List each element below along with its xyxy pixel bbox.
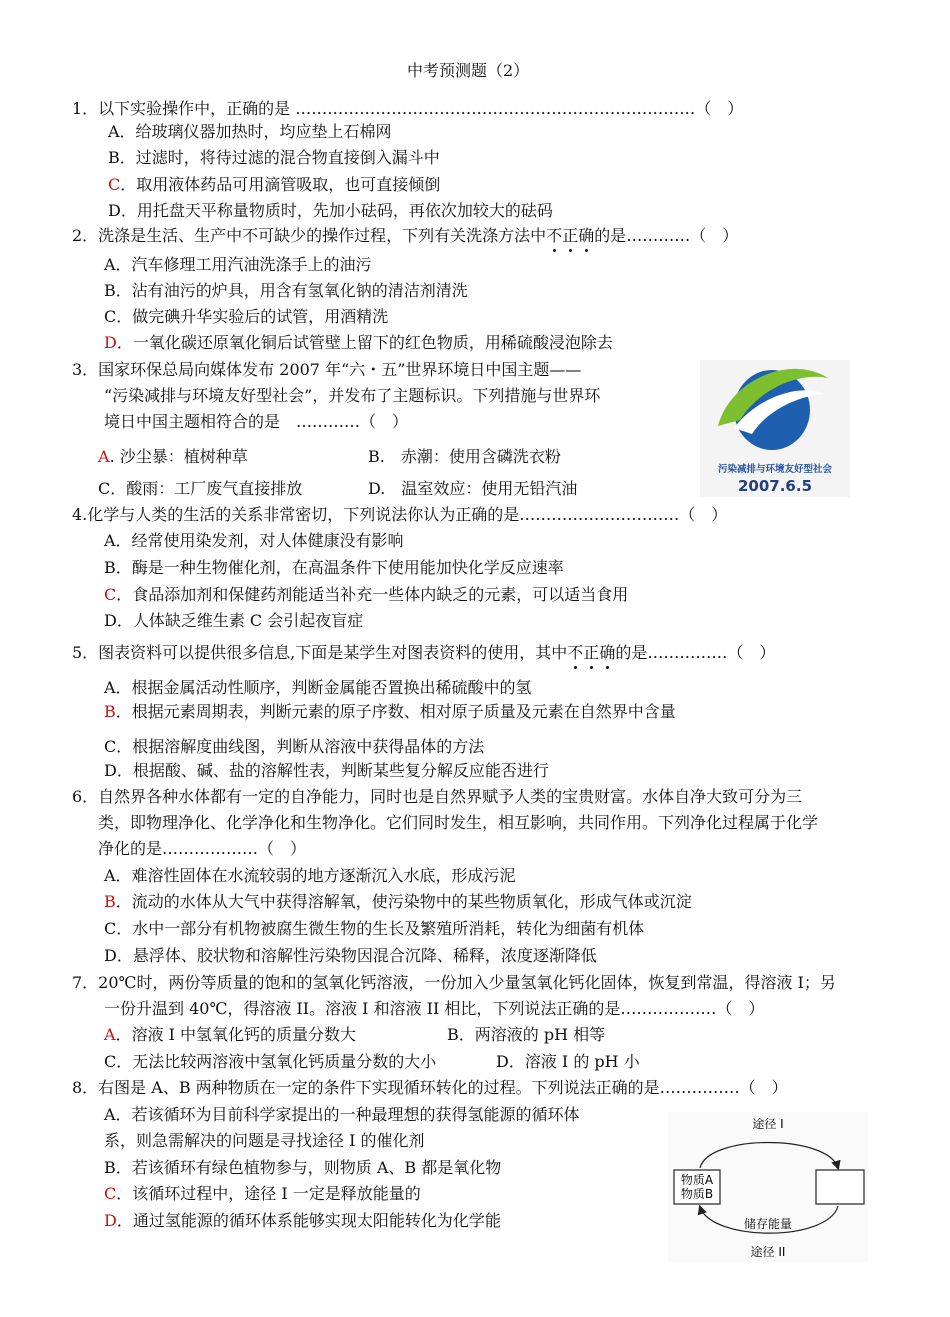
q7-stem-line2: 一份升温到 40℃，得溶液 II。溶液 I 和溶液 II 相比，下列说法正确的是………………（ ）	[104, 999, 765, 1018]
q8-option-a-line2: 系，则急需解决的问题是寻找途径 I 的催化剂	[104, 1131, 425, 1150]
q6-stem-line1: 6．自然界各种水体都有一定的自净能力，同时也是自然界赋予人类的宝贵财富。水体自净大致可分为三	[72, 787, 803, 806]
q5-option-a: A．根据金属活动性顺序，判断金属能否置换出稀硫酸中的氢	[104, 678, 532, 697]
q7-option-a	[104, 1025, 356, 1045]
q6-option-d: D．悬浮体、胶状物和溶解性污染物因混合沉降、稀释，浓度逐渐降低	[104, 946, 597, 965]
q2-option-d-text: ．一氧化碳还原氧化铜后试管壁上留下的红色物质，用稀硫酸浸泡除去	[116, 333, 613, 352]
q6-option-c: C．水中一部分有机物被腐生微生物的生长及繁殖所消耗，转化为细菌有机体	[104, 919, 645, 938]
q5-stem	[72, 643, 775, 663]
substance-b-label: 物质B	[680, 1187, 714, 1201]
q6-stem-line2: 类，即物理净化、化学净化和生物净化。它们同时发生，相互影响，共同作用。下列净化过程属于化学	[98, 813, 819, 832]
emphasis-dot: 正	[583, 643, 600, 662]
q5-answer-letter: B	[104, 702, 116, 721]
emphasis-dot: 正	[562, 226, 579, 245]
q8-option-a-line1: A．若该循环为目前科学家提出的一种最理想的获得氢能源的循环体	[104, 1105, 580, 1124]
q4-option-d: D．人体缺乏维生素 C 会引起夜盲症	[104, 611, 364, 630]
q6-option-a: A．难溶性固体在水流较弱的地方逐渐沉入水底，形成污泥	[104, 866, 516, 885]
emphasis-dot: 确	[599, 643, 616, 662]
q8-stem: 8．右图是 A、B 两种物质在一定的条件下实现循环转化的过程。下列说法正确的是……………（ ）	[72, 1078, 788, 1097]
q1-option-a: A．给玻璃仪器加热时，均应垫上石棉网	[108, 122, 392, 141]
q7-option-b: B．两溶液的 pH 相等	[447, 1025, 606, 1044]
q2-option-c: C．做完碘升华实验后的试管，用酒精洗	[104, 307, 389, 326]
q6-option-b-text: ．流动的水体从大气中获得溶解氧，使污染物中的某些物质氧化，形成气体或沉淀	[115, 892, 692, 911]
q8-option-d	[104, 1211, 501, 1231]
q4-answer-letter: C	[104, 585, 117, 604]
q2-answer-letter: D	[104, 333, 117, 352]
blank-substance-box	[816, 1170, 864, 1204]
logo-date: 2007.6.5	[737, 477, 813, 495]
emphasis-dot: 不	[567, 643, 584, 662]
q3-option-c: C．酸雨：工厂废气直接排放	[98, 479, 303, 498]
q8-option-d-text: ．通过氢能源的循环体系能够实现太阳能转化为化学能	[116, 1211, 501, 1230]
q6-answer-letter: B	[104, 892, 116, 911]
q7-answer-letter: A	[104, 1025, 116, 1044]
q3-option-b: B. 赤潮：使用含磷洗衣粉	[368, 447, 561, 466]
q1-option-c-text: ．取用液体药品可用滴管吸取，也可直接倾倒	[120, 175, 441, 194]
substance-a-label: 物质A	[680, 1173, 714, 1187]
q2-stem	[72, 226, 738, 246]
q4-option-c	[104, 585, 628, 605]
q3-stem-line1: 3．国家环保总局向媒体发布 2007 年“六・五”世界环境日中国主题——	[72, 360, 582, 379]
q7-stem-line1: 7．20℃时，两份等质量的饱和的氢氧化钙溶液，一份加入少量氢氧化钙化固体，恢复到常温，得溶液 I；另	[72, 973, 836, 992]
q5-option-d: D．根据酸、碱、盐的溶解性表，判断某些复分解反应能否进行	[104, 761, 549, 780]
page-title: 中考预测题（2）	[407, 61, 530, 80]
q7-option-c: C．无法比较两溶液中氢氧化钙质量分数的大小	[104, 1052, 437, 1071]
q7-option-a-text: ．溶液 I 中氢氧化钙的质量分数大	[115, 1025, 357, 1044]
q5-stem-end: 的是……………（ ）	[615, 643, 776, 662]
q2-option-a: A．汽车修理工用汽油洗涤手上的油污	[104, 255, 372, 274]
q6-option-b	[104, 892, 692, 912]
q7-option-d: D．溶液 I 的 pH 小	[496, 1052, 640, 1071]
q3-stem-line3: 境日中国主题相符合的是 …………（ ）	[104, 412, 409, 431]
q5-option-b-text: ．根据元素周期表，判断元素的原子序数、相对原子质量及元素在自然界中含量	[115, 702, 676, 721]
q3-option-d: D. 温室效应：使用无铅汽油	[368, 479, 578, 498]
q3-option-a-text: . 沙尘暴：植树种草	[109, 447, 248, 466]
storage-energy-label: 储存能量	[743, 1217, 793, 1231]
q8-option-c-text: ．该循环过程中，途径 I 一定是释放能量的	[116, 1184, 421, 1203]
q2-stem-text: 2．洗涤是生活、生产中不可缺少的操作过程，下列有关洗涤方法中	[72, 226, 547, 245]
q1-stem: 1．以下实验操作中，正确的是 …………………………………………………………………（ ）	[72, 99, 744, 118]
q1-answer-letter: C	[108, 175, 121, 194]
q4-option-b: B．酶是一种生物催化剂，在高温条件下使用能加快化学反应速率	[104, 558, 564, 577]
q1-option-d: D．用托盘天平称量物质时，先加小砝码，再依次加较大的砝码	[108, 201, 553, 220]
emphasis-dot: 不	[546, 226, 563, 245]
q8-answer-letter-d: D	[104, 1211, 117, 1230]
q4-stem: 4.化学与人类的生活的关系非常密切，下列说法你认为正确的是…………………………（ ）	[72, 505, 728, 524]
q2-stem-end: 的是…………（ ）	[594, 226, 739, 245]
q4-option-c-text: ．食品添加剂和保健药剂能适当补充一些体内缺乏的元素，可以适当食用	[116, 585, 629, 604]
environment-day-logo	[700, 360, 850, 497]
logo-caption: 污染减排与环境友好型社会	[717, 464, 833, 475]
q5-option-c: C．根据溶解度曲线图，判断从溶液中获得晶体的方法	[104, 737, 485, 756]
q1-option-c	[108, 175, 440, 195]
path-one-label: 途径 I	[752, 1117, 784, 1131]
q3-option-a	[98, 447, 248, 467]
cycle-diagram	[668, 1112, 868, 1262]
q1-option-b: B．过滤时，将待过滤的混合物直接倒入漏斗中	[108, 148, 440, 167]
q8-answer-letter-c: C	[104, 1184, 117, 1203]
q8-option-c	[104, 1184, 421, 1204]
q3-stem-line2: “污染减排与环境友好型社会”，并发布了主题标识。下列措施与世界环	[104, 386, 601, 405]
q5-option-b	[104, 702, 676, 722]
q3-answer-letter: A	[98, 447, 110, 466]
path-two-label: 途径 II	[750, 1245, 786, 1259]
q5-stem-text: 5．图表资料可以提供很多信息,下面是某学生对图表资料的使用，其中	[72, 643, 568, 662]
q4-option-a: A．经常使用染发剂，对人体健康没有影响	[104, 531, 404, 550]
q6-stem-line3: 净化的是………………（ ）	[98, 839, 307, 858]
q2-option-d	[104, 333, 613, 353]
q2-option-b: B．沾有油污的炉具，用含有氢氧化钠的清洁剂清洗	[104, 281, 468, 300]
q8-option-b: B．若该循环有绿色植物参与，则物质 A、B 都是氧化物	[104, 1158, 502, 1177]
emphasis-dot: 确	[578, 226, 595, 245]
